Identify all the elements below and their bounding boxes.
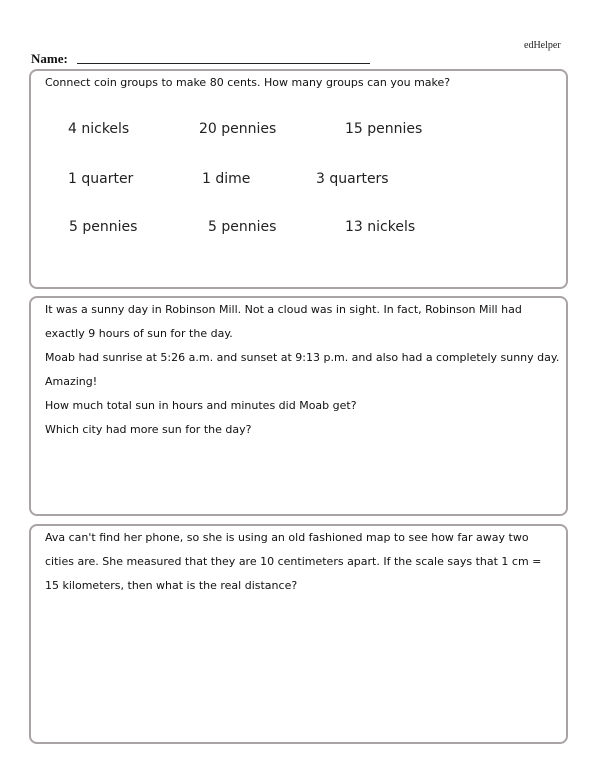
problem-2-line: Moab had sunrise at 5:26 a.m. and sunset at 9:13 p.m. and also had a completely sunny day. [45,351,560,364]
problem-3-line: 15 kilometers, then what is the real distance? [45,579,298,592]
problem-2-line: Which city had more sun for the day? [45,423,252,436]
name-label: Name: [31,51,68,66]
problem-3-line: cities are. She measured that they are 10 centimeters apart. If the scale says that 1 cm = [45,555,542,568]
coin-group[interactable]: 3 quarters [316,171,389,187]
problem-box-1 [29,69,568,289]
coin-group[interactable]: 15 pennies [345,121,423,137]
brand-label: edHelper [524,40,561,51]
problem-3-line: Ava can't find her phone, so she is using an old fashioned map to see how far away two [45,531,529,544]
problem-box-3 [29,524,568,744]
problem-box-2 [29,296,568,516]
coin-group[interactable]: 5 pennies [69,219,138,235]
problem-2-line: It was a sunny day in Robinson Mill. Not a cloud was in sight. In fact, Robinson Mill had [45,303,522,316]
problem-2-line: exactly 9 hours of sun for the day. [45,327,233,340]
coin-group[interactable]: 1 quarter [68,171,134,187]
coin-group[interactable]: 20 pennies [199,121,277,137]
coin-group[interactable]: 1 dime [202,171,251,187]
problem-2-line: How much total sun in hours and minutes did Moab get? [45,399,357,412]
name-input-line[interactable] [77,63,370,64]
name-field-row [31,51,370,67]
coin-group[interactable]: 5 pennies [208,219,277,235]
problem-2-line: Amazing! [45,375,98,388]
problem-1-question: Connect coin groups to make 80 cents. How many groups can you make? [45,76,451,89]
coin-group[interactable]: 13 nickels [345,219,416,235]
coin-group[interactable]: 4 nickels [68,121,130,137]
